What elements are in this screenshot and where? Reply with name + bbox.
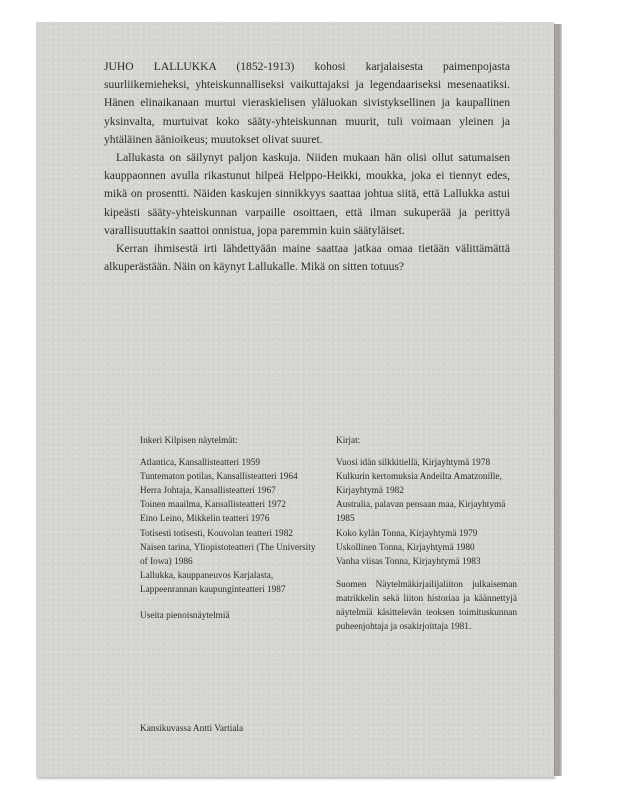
play-item: Tuntematon potilas, Kansallisteatteri 1964 (140, 472, 298, 483)
play-item: Eino Leino, Mikkelin teatteri 1976 (140, 514, 270, 525)
books-heading: Kirjat: (336, 436, 361, 446)
cover-credit: Kansikuvassa Antti Vartiala (140, 724, 244, 734)
play-item: Naisen tarina, Yliopistoteatteri (The University of Iowa) 1986 (140, 542, 316, 567)
plays-column (140, 434, 325, 623)
plays-heading: Inkeri Kilpisen näytelmät: (140, 436, 238, 446)
book-item: Kulkurin kertomuksia Andeilta Amatzonille, Kirjayhtymä 1982 (336, 472, 502, 497)
plays-extra-note: Useita pienoisnäytelmiä (140, 611, 230, 622)
books-note: Suomen Näytelmäkirjailijaliiton julkaiseman matrikkelin sekä liiton historiaa ja käännettyjä näytelmiä käsittelevän teoksen toimituskunnan puheenjohtaja ja osakirjoittaja 1981. (336, 579, 517, 633)
play-item: Herra Johtaja, Kansallisteatteri 1967 (140, 486, 276, 497)
play-item: Toinen maailma, Kansallisteatteri 1972 (140, 500, 286, 511)
book-item: Uskollinen Tonna, Kirjayhtymä 1980 (336, 542, 475, 553)
book-spine (554, 24, 562, 776)
blurb-paragraph-2: Lallukasta on säilynyt paljon kaskuja. Niiden mukaan hän olisi ollut satumaisen kauppaonnen avulla rikastunut hilpeä Helppo-Heikki, moukka, joka ei tiennyt edes, mikä on prosentti. Näiden kaskujen sinnikkyys saattaa johtua siitä, että Lallukka astui kipeästi sääty-yhteiskunnan varpaille osoittaen, että ilman sukuperää ja perittyä varallisuuttakin saattoi onnistua, jopa paremmin kuin säätyläiset. (104, 151, 510, 237)
blurb-paragraph-1: JUHO LALLUKKA (1852-1913) kohosi karjalaisesta paimenpojasta suurliikemieheksi, yhteiskunnalliseksi vaikuttajaksi ja legendaariseksi mesenaatiksi. Hänen elinaikanaan murtui vieraskielisen yläluokan sivistyksellinen ja kaupallinen yksinvalta, murtuivat koko sääty-yhteiskunnan muurit, tuli voimaan yleinen ja yhtäläinen äänioikeus; muutokset olivat suuret. (104, 60, 510, 146)
book-item: Australia, palavan pensaan maa, Kirjayhtymä 1985 (336, 500, 506, 525)
books-column (336, 434, 517, 634)
blurb-paragraph-3: Kerran ihmisestä irti lähdettyään maine saattaa jatkaa omaa tietään välittämättä alkuperästään. Näin on käynyt Lallukalle. Mikä on sitten totuus? (104, 242, 510, 274)
play-item: Totisesti totisesti, Kouvolan teatteri 1982 (140, 528, 293, 539)
play-item: Lallukka, kauppaneuvos Karjalasta, Lappeenrannan kaupunginteatteri 1987 (140, 570, 286, 595)
blurb-text (104, 58, 510, 276)
book-item: Vuosi idän silkkitiellä, Kirjayhtymä 1978 (336, 458, 491, 469)
book-item: Koko kylän Tonna, Kirjayhtymä 1979 (336, 528, 478, 539)
book-item: Vanha viisas Tonna, Kirjayhtymä 1983 (336, 556, 481, 567)
play-item: Atlantica, Kansallisteatteri 1959 (140, 458, 261, 469)
